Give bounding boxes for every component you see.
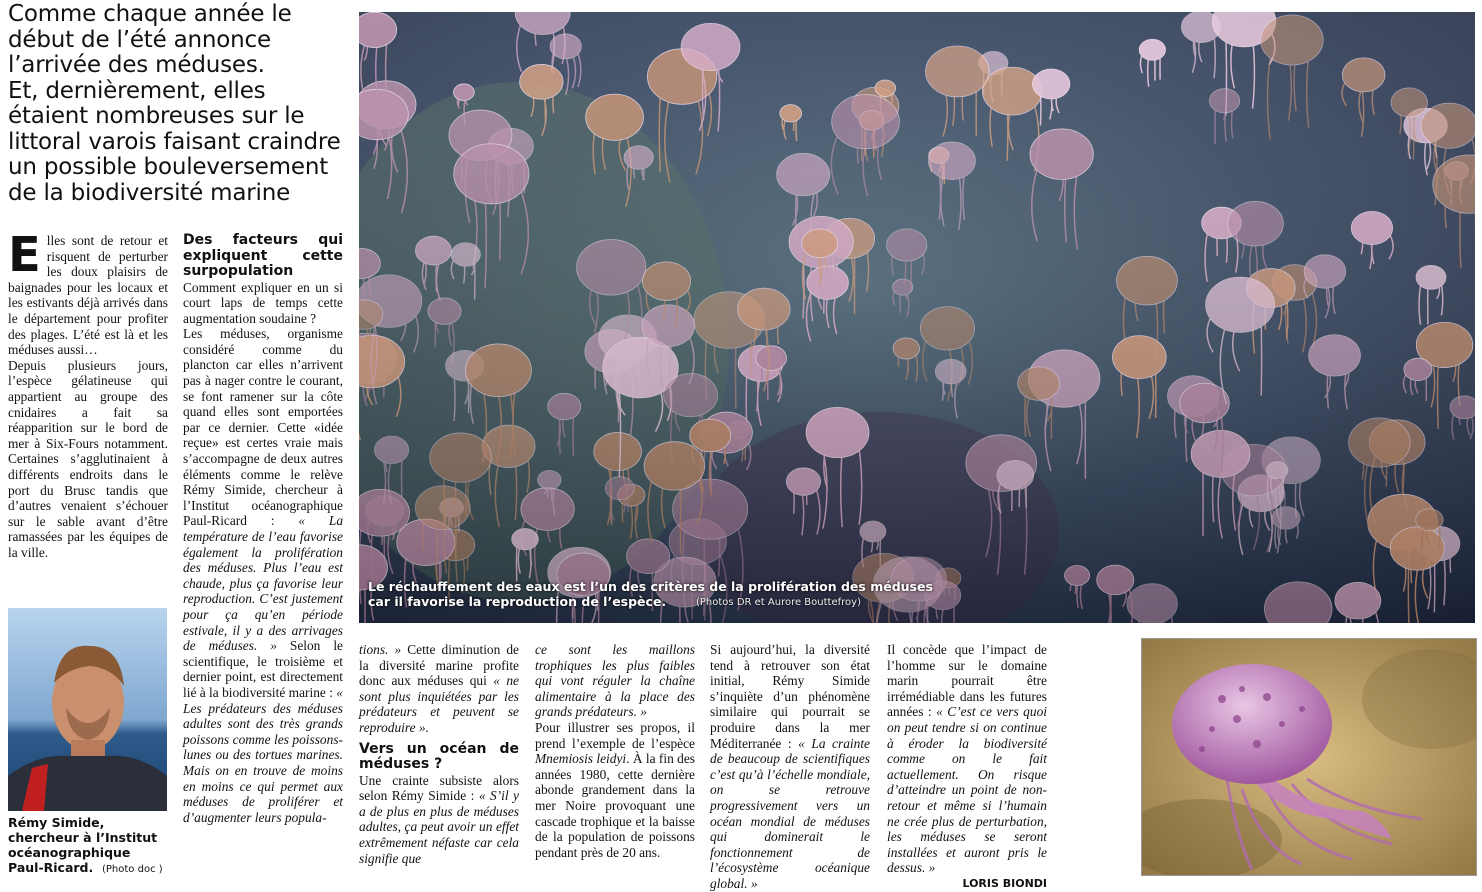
headline-line: étaient nombreuses sur le	[8, 103, 305, 129]
headline-line: Comme chaque année le	[8, 1, 292, 27]
body-paragraph	[359, 642, 519, 736]
body-paragraph	[887, 642, 1047, 876]
body-text: Cette diminution de la diversité marine profite donc aux méduses qui	[359, 642, 520, 689]
quote-text: ce sont les maillons trophiques les plus faibles qui vont réguler la chaîne alimentaire à la place des grands prédateurs. »	[535, 642, 695, 720]
species-name: Mnemiosis leidyi	[535, 751, 627, 767]
article-column-4	[535, 642, 695, 860]
article-column-6	[887, 642, 1047, 892]
headline-line: début de l’été annonce	[8, 26, 271, 53]
headline-line: un possible bouleversement	[8, 154, 329, 180]
jellyfish-closeup-image	[1142, 639, 1476, 875]
body-text: Pour illustrer ses propos, il prend l’exemple de l’espèce	[535, 719, 695, 751]
headline-line: Et, dernièrement, elles	[8, 77, 266, 104]
headline-line: de la biodiversité marine	[8, 179, 291, 206]
body-paragraph: Comment expliquer en un si court laps de temps cette augmentation soudaine ?	[183, 279, 343, 326]
portrait-photo	[8, 608, 167, 811]
body-paragraph: Depuis plusieurs jours, l’espèce gélatineuse qui appartient au groupe des cnidaires a fait sa réapparition sur le bord de mer à Six-Fours notamment. Certaines s’agglutinaient à différents endroits dans le port du Brusc tandis que d’autres venaient s’échouer sur le sable avant d’être ramassées par les équipes de la ville.	[8, 357, 168, 560]
body-text: Il concède que l’impact de l’homme sur le domaine marin pourrait être irrémédiable dans les futures années :	[887, 642, 1047, 720]
body-paragraph	[359, 773, 519, 867]
quote-text: « La température de l’eau favorise également la prolifération des méduses. Plus l’eau est chaude, plus ça favorise leur reproduction. C’est justement pour ça qu’en période estivale, il y a des arrivages de méduses. »	[183, 513, 344, 654]
portrait-credit: (Photo doc )	[102, 864, 163, 875]
quote-text: tions. »	[359, 642, 402, 657]
subheading: Des facteurs qui expliquent cette surpopulation	[183, 232, 343, 279]
photo-caption-line: car il favorise la reproduction de l’espèce.	[368, 594, 667, 609]
article-headline	[8, 2, 353, 206]
photo-caption-line: Le réchauffement des eaux est l’un des critères de la prolifération des méduses	[368, 579, 933, 594]
quote-text: « S’il y a de plus en plus de méduses adultes, ça peut avoir un effet extrêmement néfaste car cela signifie que	[359, 788, 519, 866]
quote-text: « Les prédateurs des méduses adultes sont des très grands poissons comme les poissons-lunes ou des tortues marines. Mais on en trouve de moins en moins ce qui permet aux méduses de proliférer et d’augmenter leurs popula-	[183, 684, 343, 825]
body-text: Une crainte subsiste alors selon Rémy Simide :	[359, 772, 519, 804]
quote-text: « ne sont plus inquiétées par les prédateurs et peuvent se reproduire ».	[359, 673, 519, 735]
body-text: Si aujourd’hui, la diversité tend à retrouver son état initial, Rémy Simide s’inquiète d’un phénomène similaire qui pourrait se produire dans la mer Méditerranée :	[710, 642, 870, 751]
headline-line: l’arrivée des méduses.	[8, 52, 265, 78]
quote-text: « La crainte de beaucoup de scientifiques c’est qu’à l’échelle mondiale, on se retrouve progressivement vers un océan mondial de méduses qui dominerait le fonctionnement de l’écosystème océanique global. »	[710, 735, 870, 891]
body-text: Les méduses, organisme considéré comme du plancton car elles n’arrivent pas à nager contre le courant, se font ramener sur la côte quand elles sont emportées par ce dernier. Cette «idée reçue» est certes vraie mais s’accompagne de deux autres éléments comme le relève Rémy Simide, chercheur à l’Institut océanographique Paul-Ricard :	[183, 326, 343, 529]
body-text: . À la fin des années 1980, cette dernière abonde grandement dans la mer Noire provoquant une cascade trophique et la baisse de la population de poissons pendant près de 20 ans.	[535, 751, 695, 860]
quote-text: « C’est ce vers quoi on peut tendre si on continue à éroder la biodiversité comme on le fait actuellement. On risque d’atteindre un point de non-retour et même si l’humain ne crée plus de perturbation, les méduses se seront installées et auront pris le dessus. »	[887, 704, 1047, 876]
headline-line: littoral varois faisant craindre	[8, 128, 341, 155]
portrait-image	[8, 608, 167, 811]
jellyfish-photo	[359, 12, 1475, 623]
drop-cap: E	[8, 227, 41, 283]
main-photo	[359, 12, 1475, 623]
article-column-3	[359, 642, 519, 866]
body-paragraph	[710, 642, 870, 892]
article-column-2	[183, 233, 343, 825]
body-paragraph	[183, 326, 343, 825]
portrait-caption: Rémy Simide, chercheur à l’Institut océanographique Paul-Ricard.	[8, 815, 158, 875]
photo-credit: (Photos DR et Aurore Bouttefroy)	[696, 597, 861, 608]
body-paragraph	[535, 720, 695, 860]
author-byline: LORIS BIONDI	[962, 876, 1047, 890]
article-column-1	[8, 227, 168, 560]
subheading: Vers un océan de méduses ?	[359, 740, 519, 773]
article-column-5	[710, 642, 870, 892]
jellyfish-closeup-photo	[1141, 638, 1477, 876]
intro-paragraph: lles sont de retour et risquent de perturber les doux plaisirs de baignades pour les locaux et les estivants déjà arrivés dans le département pour profiter des plages. L’été est là et les méduses aussi…	[8, 233, 168, 358]
body-text: Selon le scientifique, le troisième et dernier point, est directement lié à la biodiversité marine :	[183, 638, 343, 700]
